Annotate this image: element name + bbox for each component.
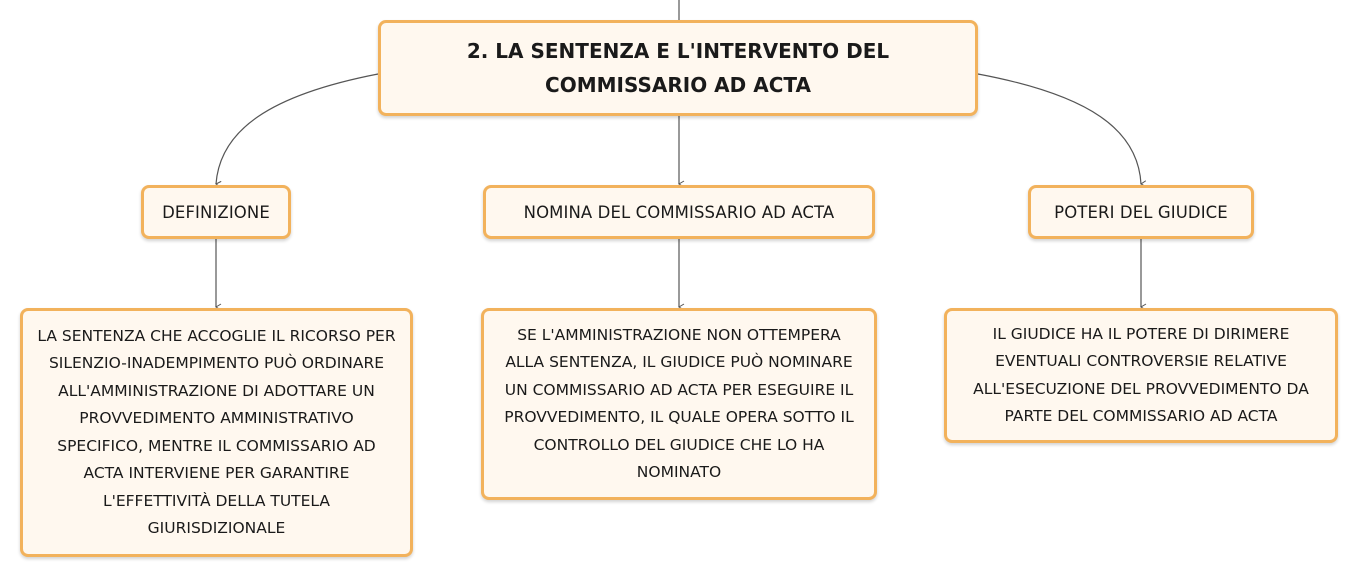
connector-root-definizione (216, 74, 378, 184)
branch-nomina-commissario[interactable] (483, 185, 875, 239)
branch-definizione[interactable] (141, 185, 291, 239)
branch-label: POTERI DEL GIUDICE (1054, 202, 1228, 222)
root-node[interactable] (378, 20, 978, 116)
branch-label: NOMINA DEL COMMISSARIO AD ACTA (523, 202, 835, 222)
root-title: 2. LA SENTENZA E L'INTERVENTO DEL COMMISSARIO AD ACTA (466, 39, 890, 97)
branch-label: DEFINIZIONE (162, 202, 270, 222)
branch-poteri-giudice[interactable] (1028, 185, 1254, 239)
detail-text: IL GIUDICE HA IL POTERE DI DIRIMERE EVENTUALI CONTROVERSIE RELATIVE ALL'ESECUZIONE DEL PROVVEDIMENTO DA PARTE DEL COMMISSARIO AD ACTA (973, 324, 1309, 425)
detail-nomina-commissario[interactable] (481, 308, 877, 500)
detail-text: LA SENTENZA CHE ACCOGLIE IL RICORSO PER SILENZIO-INADEMPIMENTO PUÒ ORDINARE ALL'AMMINISTRAZIONE DI ADOTTARE UN PROVVEDIMENTO AMMINISTRATIVO SPECIFICO, MENTRE IL COMMISSARIO AD ACTA INTERVIENE PER GARANTIRE L'EFFETTIVITÀ DELLA TUTELA GIURISDIZIONALE (37, 326, 396, 537)
connector-root-poteri (978, 74, 1141, 184)
detail-definizione[interactable] (20, 308, 413, 557)
detail-text: SE L'AMMINISTRAZIONE NON OTTEMPERA ALLA SENTENZA, IL GIUDICE PUÒ NOMINARE UN COMMISSARIO AD ACTA PER ESEGUIRE IL PROVVEDIMENTO, IL QUALE OPERA SOTTO IL CONTROLLO DEL GIUDICE CHE LO HA NOMINATO (504, 325, 854, 481)
detail-poteri-giudice[interactable] (944, 308, 1338, 443)
